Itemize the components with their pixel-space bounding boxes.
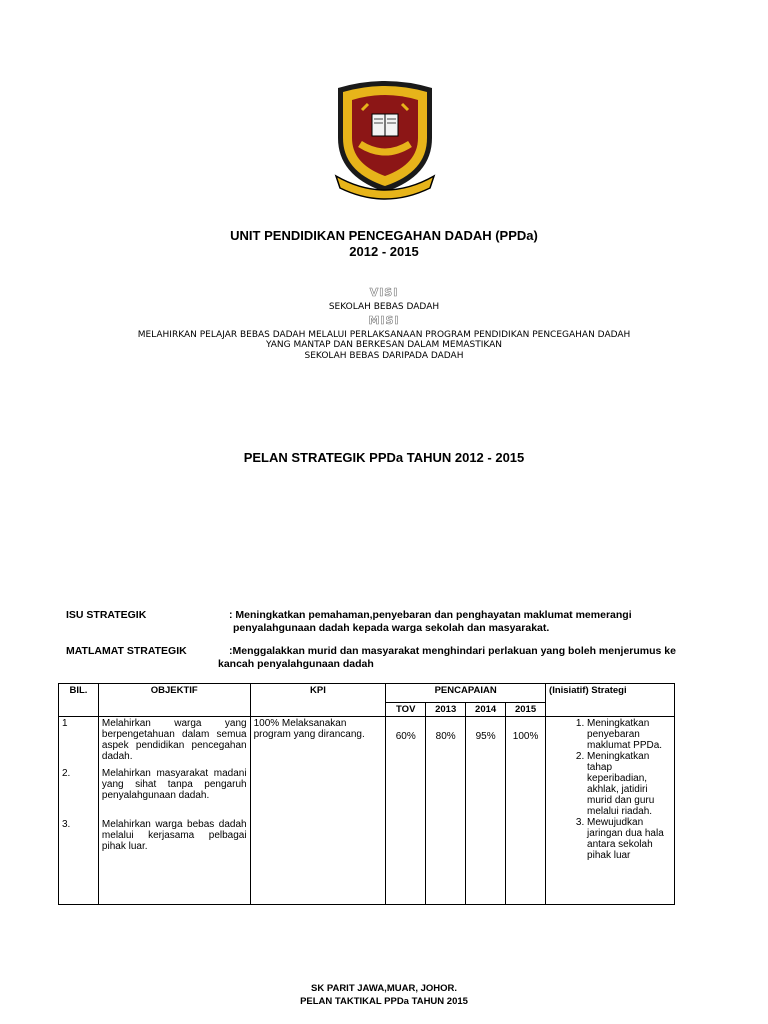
objektif-item: Melahirkan masyarakat madani yang sihat tanpa pengaruh penyalahgunaan dadah.	[101, 768, 247, 801]
header-year: 2015	[506, 703, 546, 717]
bil-cell	[59, 717, 99, 905]
value-2014: 95%	[466, 717, 506, 905]
value-2015: 100%	[506, 717, 546, 905]
visi-text: SEKOLAH BEBAS DADAH	[328, 302, 440, 312]
header-objektif: OBJEKTIF	[98, 684, 250, 717]
misi-heading: MISI	[368, 314, 400, 327]
isu-text-line1: : Meningkatkan pemahaman,penyebaran dan penghayatan maklumat memerangi	[229, 609, 632, 621]
header-kpi: KPI	[250, 684, 386, 717]
strategy-table	[58, 683, 675, 905]
strategi-item: 1. Meningkatkan penyebaran maklumat PPDa.	[587, 718, 671, 751]
tov-value: 60%	[386, 717, 426, 905]
unit-title: UNIT PENDIDIKAN PENCEGAHAN DADAH (PPDa)	[230, 228, 538, 243]
strategi-item: 3. Mewujudkan jaringan dua hala antara sekolah pihak luar	[587, 817, 671, 861]
header-strategi: (Inisiatif) Strategi	[546, 684, 675, 717]
bil-number: 2.	[62, 768, 71, 779]
school-crest-logo	[330, 80, 440, 202]
header-bil: BIL.	[59, 684, 99, 717]
plan-title: PELAN STRATEGIK PPDa TAHUN 2012 - 2015	[243, 450, 525, 465]
bil-number: 1	[62, 718, 68, 729]
strategi-list	[549, 718, 671, 861]
header-pencapaian: PENCAPAIAN	[386, 684, 546, 703]
misi-line: SEKOLAH BEBAS DARIPADA DADAH	[304, 351, 464, 361]
objektif-item: Melahirkan warga bebas dadah melalui kerjasama pelbagai pihak luar.	[101, 819, 247, 852]
objektif-cell	[98, 717, 250, 905]
visi-heading: VISI	[369, 286, 399, 299]
table-row	[59, 717, 675, 905]
objektif-item: Melahirkan warga yang berpengetahuan dalam semua aspek pendidikan pencegahan dadah.	[101, 718, 247, 762]
header-year: 2014	[466, 703, 506, 717]
matlamat-text-line2: kancah penyalahgunaan dadah	[218, 658, 374, 670]
strategi-item: 2. Meningkatkan tahap keperibadian, akhlak, jatidiri murid dan guru melalui riadah.	[587, 751, 671, 817]
misi-line: YANG MANTAP DAN BERKESAN DALAM MEMASTIKAN	[265, 340, 503, 350]
matlamat-text-line1: :Menggalakkan murid dan masyarakat menghindari perlakuan yang boleh menjerumus ke	[229, 645, 676, 657]
unit-years: 2012 - 2015	[349, 244, 419, 259]
footer-plan: PELAN TAKTIKAL PPDa TAHUN 2015	[300, 996, 468, 1007]
value-2013: 80%	[426, 717, 466, 905]
matlamat-label: MATLAMAT STRATEGIK	[66, 645, 187, 657]
footer-school: SK PARIT JAWA,MUAR, JOHOR.	[310, 983, 458, 994]
header-year: 2013	[426, 703, 466, 717]
bil-number: 3.	[62, 819, 71, 830]
isu-label: ISU STRATEGIK	[66, 609, 147, 621]
kpi-cell: 100% Melaksanakan program yang dirancang.	[250, 717, 386, 905]
strategi-cell	[546, 717, 675, 905]
header-year: TOV	[386, 703, 426, 717]
misi-line: MELAHIRKAN PELAJAR BEBAS DADAH MELALUI PERLAKSANAAN PROGRAM PENDIDIKAN PENCEGAHAN DADAH	[137, 330, 631, 340]
isu-text-line2: penyalahgunaan dadah kepada warga sekolah dan masyarakat.	[233, 622, 550, 634]
